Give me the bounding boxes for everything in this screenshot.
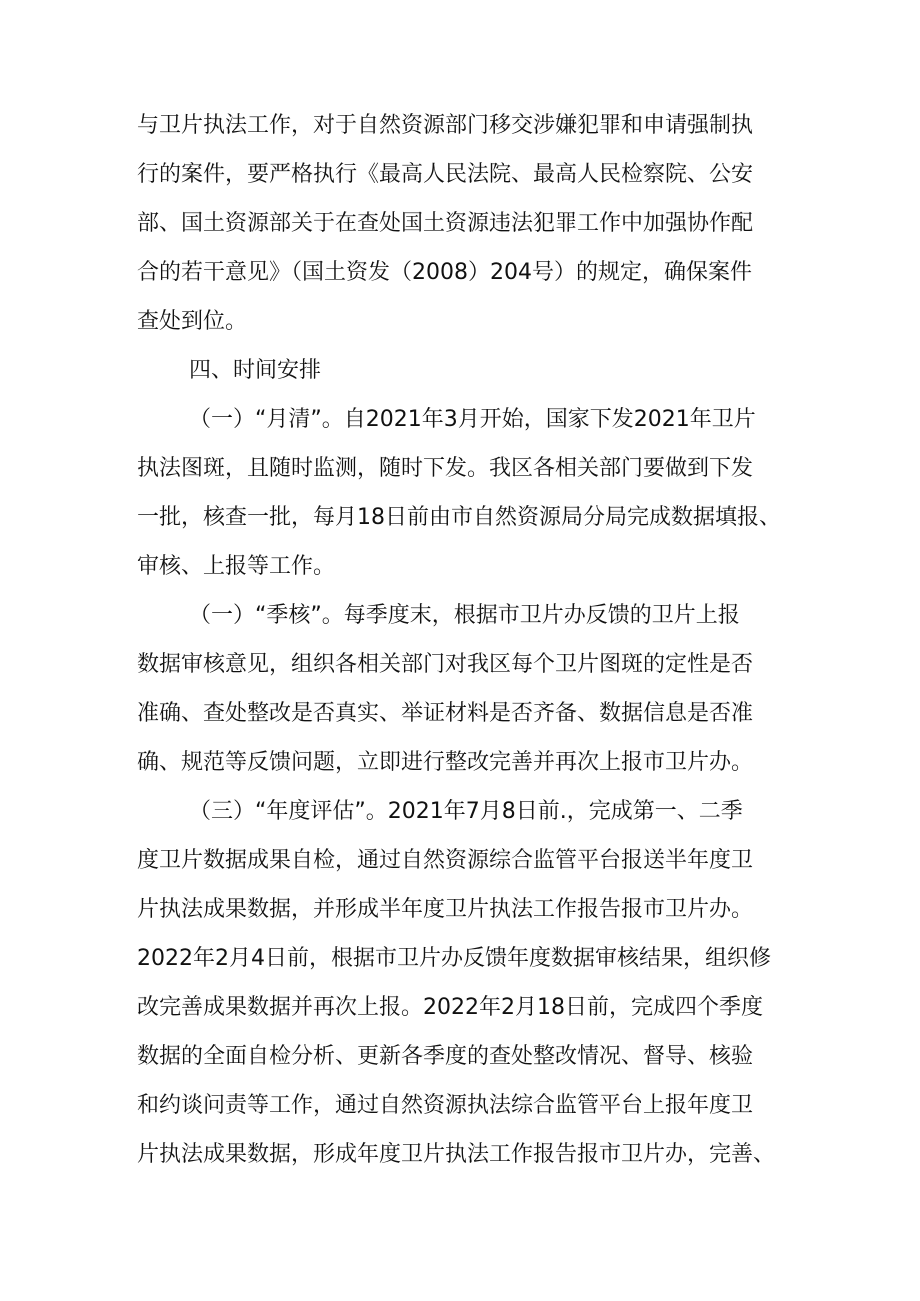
text-line: 部、国土资源部关于在查处国土资源违法犯罪工作中加强协作配 [137,211,754,236]
document-body [137,101,787,1179]
text-line: 与卫片执法工作，对于自然资源部门移交涉嫌犯罪和申请强制执 [137,113,754,138]
text-line: 数据的全面自检分析、更新各季度的查处整改情况、督导、核验 [137,1044,754,1069]
text-line: 2022年2月4日前，根据市卫片办反馈年度数据审核结果，组织修 [137,946,771,971]
text-line: （一）“月清”。自2021年3月开始，国家下发2021年卫片 [189,407,756,432]
text-line: 一批，核查一批，每月18日前由市自然资源局分局完成数据填报、 [137,505,781,530]
text-line: （一）“季核”。每季度末，根据市卫片办反馈的卫片上报 [189,603,740,628]
text-line: 改完善成果数据并再次上报。2022年2月18日前，完成四个季度 [137,995,763,1020]
text-line: 行的案件，要严格执行《最高人民法院、最高人民检察院、公安 [137,162,754,187]
text-line: 确、规范等反馈问题，立即进行整改完善并再次上报市卫片办。 [137,750,754,775]
text-line: （三）“年度评估”。2021年7月8日前.，完成第一、二季 [189,799,743,824]
text-line: 和约谈问责等工作，通过自然资源执法综合监管平台上报年度卫 [137,1093,754,1118]
section-heading: 四、时间安排 [189,358,322,383]
text-line: 数据审核意见，组织各相关部门对我区每个卫片图斑的定性是否 [137,652,754,677]
text-line: 片执法成果数据，形成年度卫片执法工作报告报市卫片办，完善、 [137,1142,776,1167]
text-line: 度卫片数据成果自检，通过自然资源综合监管平台报送半年度卫 [137,848,754,873]
text-line: 执法图斑，且随时监测，随时下发。我区各相关部门要做到下发 [137,456,754,481]
text-line: 准确、查处整改是否真实、举证材料是否齐备、数据信息是否准 [137,701,754,726]
text-line: 查处到位。 [137,309,248,334]
text-line: 审核、上报等工作。 [137,554,336,579]
text-line: 片执法成果数据，并形成半年度卫片执法工作报告报市卫片办。 [137,897,754,922]
text-line: 合的若干意见》（国土资发（2008）204号）的规定，确保案件 [137,260,752,285]
